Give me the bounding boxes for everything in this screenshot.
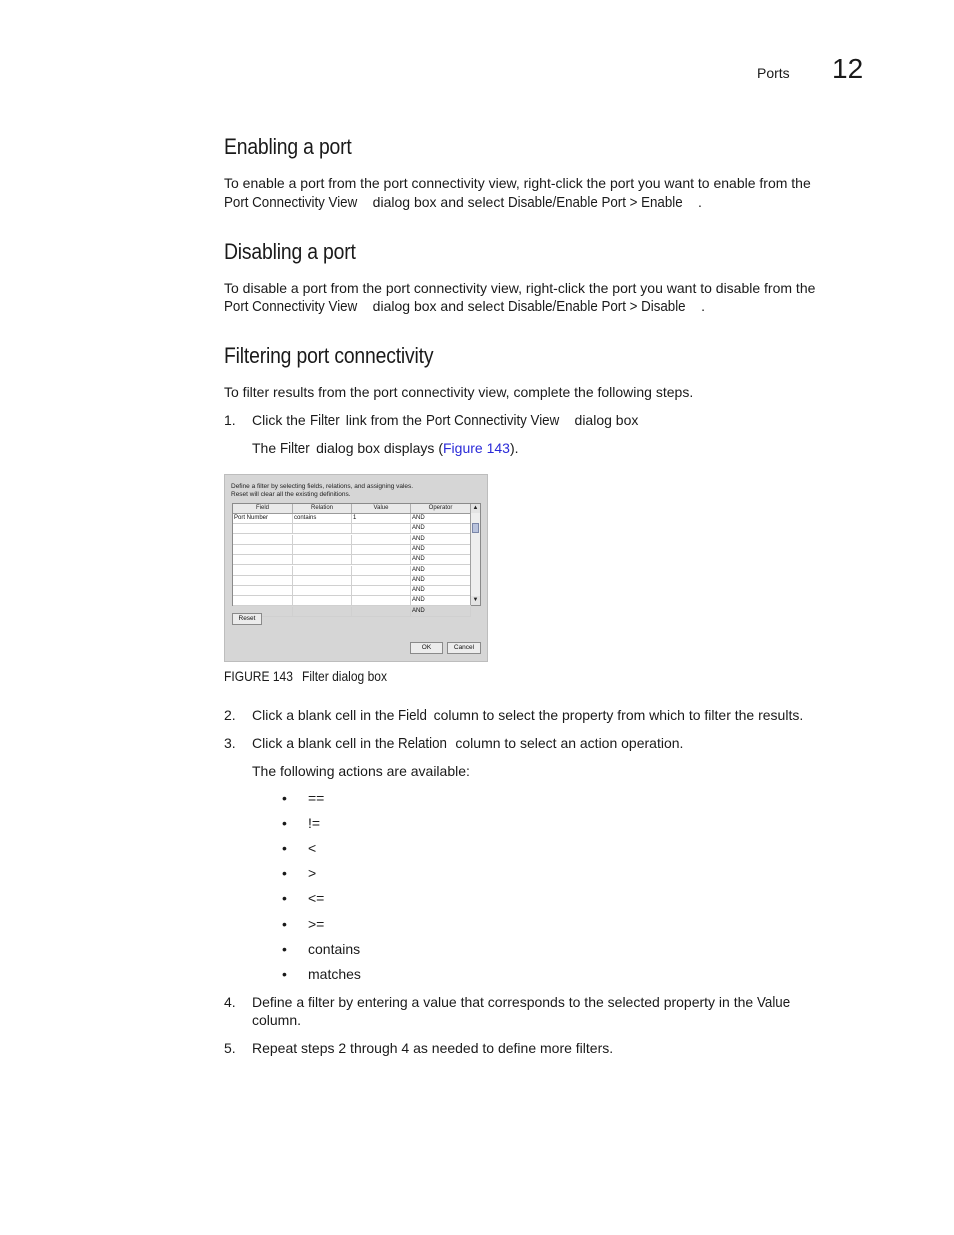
table-cell[interactable]: AND bbox=[411, 514, 471, 524]
scroll-up-arrow-icon[interactable]: ▲ bbox=[472, 505, 479, 511]
table-cell[interactable] bbox=[352, 535, 411, 545]
table-row[interactable] bbox=[233, 535, 471, 545]
table-cell[interactable] bbox=[233, 545, 293, 555]
table-cell[interactable]: 1 bbox=[352, 514, 411, 524]
enable-paragraph-line1: To enable a port from the port connectivity view, right-click the port you want to enable from the bbox=[224, 175, 811, 191]
table-cell[interactable] bbox=[293, 555, 352, 565]
dialog-name: Filter bbox=[280, 441, 310, 457]
table-header bbox=[233, 504, 471, 514]
bullet-icon: • bbox=[282, 840, 287, 856]
actions-intro: The following actions are available: bbox=[252, 763, 470, 779]
table-cell[interactable]: AND bbox=[411, 545, 471, 555]
step-3-text bbox=[252, 734, 683, 754]
table-row[interactable] bbox=[233, 514, 471, 524]
menu-path: Disable/Enable Port > Enable bbox=[508, 195, 683, 211]
table-cell[interactable] bbox=[293, 607, 352, 617]
step-number: 4. bbox=[224, 994, 236, 1010]
table-row[interactable] bbox=[233, 596, 471, 606]
figure-reference-link[interactable]: Figure 143 bbox=[443, 440, 510, 456]
list-item: contains bbox=[308, 941, 361, 957]
bullet-icon: • bbox=[282, 815, 287, 831]
figure-label: FIGURE 143 bbox=[224, 668, 293, 684]
text: link from the bbox=[341, 412, 426, 428]
disable-paragraph-line2 bbox=[224, 297, 705, 317]
table-cell[interactable]: contains bbox=[293, 514, 352, 524]
step-2-text bbox=[252, 706, 803, 726]
bullet-icon: • bbox=[282, 966, 287, 982]
menu-path: Disable/Enable Port > Disable bbox=[508, 299, 686, 315]
heading-disabling-port: Disabling a port bbox=[224, 239, 356, 264]
text: column to select the property from which to filter the results. bbox=[429, 707, 804, 723]
running-header-section: Ports bbox=[757, 65, 790, 81]
table-cell[interactable]: AND bbox=[411, 566, 471, 576]
table-row[interactable] bbox=[233, 586, 471, 596]
text: column to select an action operation. bbox=[451, 735, 684, 751]
cancel-button[interactable]: Cancel bbox=[447, 642, 481, 654]
heading-enabling-port: Enabling a port bbox=[224, 134, 352, 159]
enable-paragraph-line2 bbox=[224, 193, 702, 213]
table-row[interactable] bbox=[233, 607, 471, 617]
filter-table bbox=[232, 503, 481, 614]
table-cell[interactable] bbox=[352, 576, 411, 586]
text: Click the bbox=[252, 412, 310, 428]
column-header-operator[interactable]: Operator bbox=[411, 504, 471, 513]
list-item: > bbox=[308, 865, 317, 881]
figure-title: Filter dialog box bbox=[302, 668, 388, 684]
table-cell[interactable]: AND bbox=[411, 524, 471, 534]
list-item: != bbox=[308, 815, 321, 831]
list-item: <= bbox=[308, 890, 325, 906]
figure-caption bbox=[224, 668, 401, 684]
table-cell[interactable] bbox=[352, 524, 411, 534]
table-cell[interactable]: AND bbox=[411, 576, 471, 586]
column-name: Relation bbox=[398, 736, 448, 752]
table-row[interactable] bbox=[233, 576, 471, 586]
text: dialog box displays ( bbox=[312, 440, 443, 456]
table-cell[interactable] bbox=[352, 566, 411, 576]
table-row[interactable] bbox=[233, 555, 471, 565]
scrollbar-thumb[interactable] bbox=[472, 523, 479, 533]
bullet-icon: • bbox=[282, 790, 287, 806]
table-cell[interactable] bbox=[233, 555, 293, 565]
step-4-text-line2: column. bbox=[252, 1012, 302, 1028]
table-cell[interactable] bbox=[233, 596, 293, 606]
dialog-instructions-line2: Reset will clear all the existing definitions. bbox=[231, 491, 351, 498]
table-cell[interactable] bbox=[293, 535, 352, 545]
table-cell[interactable] bbox=[233, 524, 293, 534]
step-number: 1. bbox=[224, 412, 236, 428]
bullet-icon: • bbox=[282, 890, 287, 906]
column-header-relation[interactable]: Relation bbox=[293, 504, 352, 513]
table-scrollbar[interactable] bbox=[470, 504, 480, 605]
bullet-icon: • bbox=[282, 916, 287, 932]
column-name: Field bbox=[398, 708, 428, 724]
table-cell[interactable] bbox=[352, 607, 411, 617]
table-cell[interactable]: AND bbox=[411, 535, 471, 545]
filter-link-name: Filter bbox=[309, 413, 340, 429]
text: . bbox=[701, 298, 706, 314]
step-number: 2. bbox=[224, 707, 236, 723]
bullet-icon: • bbox=[282, 941, 287, 957]
table-cell[interactable] bbox=[233, 566, 293, 576]
table-cell[interactable]: Port Number bbox=[233, 514, 293, 524]
step-5-text: Repeat steps 2 through 4 as needed to define more filters. bbox=[252, 1040, 614, 1056]
step-1-note bbox=[252, 439, 519, 459]
table-cell[interactable]: AND bbox=[411, 596, 471, 606]
table-cell[interactable] bbox=[293, 596, 352, 606]
text: ). bbox=[509, 440, 519, 456]
column-header-value[interactable]: Value bbox=[352, 504, 411, 513]
table-cell[interactable] bbox=[352, 596, 411, 606]
table-cell[interactable] bbox=[352, 545, 411, 555]
text: Define a filter by entering a value that corresponds to the selected property in the bbox=[252, 994, 758, 1010]
dialog-instructions-line1: Define a filter by selecting fields, relations, and assigning vales. bbox=[231, 483, 414, 490]
text: dialog box and select bbox=[368, 194, 509, 210]
heading-filtering-port-connectivity: Filtering port connectivity bbox=[224, 343, 434, 368]
table-row[interactable] bbox=[233, 524, 471, 534]
table-cell[interactable] bbox=[293, 524, 352, 534]
scroll-down-arrow-icon[interactable]: ▼ bbox=[472, 597, 479, 603]
column-name: Value bbox=[757, 995, 791, 1011]
column-header-field[interactable]: Field bbox=[233, 504, 293, 513]
table-cell[interactable]: AND bbox=[411, 555, 471, 565]
text: The bbox=[252, 440, 281, 456]
filtering-intro: To filter results from the port connectivity view, complete the following steps. bbox=[224, 384, 694, 400]
table-cell[interactable] bbox=[352, 586, 411, 596]
ok-button[interactable]: OK bbox=[410, 642, 443, 654]
dialog-name: Port Connectivity View bbox=[224, 299, 358, 315]
step-4-text-line1 bbox=[252, 993, 793, 1013]
dialog-name: Port Connectivity View bbox=[425, 413, 560, 429]
text: . bbox=[697, 194, 702, 210]
table-cell[interactable] bbox=[233, 586, 293, 596]
table-cell[interactable] bbox=[293, 576, 352, 586]
table-cell[interactable] bbox=[233, 576, 293, 586]
dialog-name: Port Connectivity View bbox=[224, 195, 358, 211]
text: dialog box bbox=[570, 412, 639, 428]
list-item: >= bbox=[308, 916, 325, 932]
table-cell[interactable] bbox=[293, 566, 352, 576]
list-item: < bbox=[308, 840, 317, 856]
bullet-icon: • bbox=[282, 865, 287, 881]
table-cell[interactable]: AND bbox=[411, 607, 471, 617]
text: Click a blank cell in the bbox=[252, 707, 399, 723]
table-cell[interactable] bbox=[352, 555, 411, 565]
text: dialog box and select bbox=[368, 298, 509, 314]
table-cell[interactable] bbox=[293, 586, 352, 596]
table-row[interactable] bbox=[233, 566, 471, 576]
table-row[interactable] bbox=[233, 545, 471, 555]
table-cell[interactable] bbox=[293, 545, 352, 555]
text: Click a blank cell in the bbox=[252, 735, 399, 751]
table-cell[interactable]: AND bbox=[411, 586, 471, 596]
chapter-number: 12 bbox=[832, 53, 864, 84]
list-item: matches bbox=[308, 966, 361, 982]
step-number: 5. bbox=[224, 1040, 236, 1056]
list-item: == bbox=[308, 790, 325, 806]
step-1-text bbox=[252, 411, 638, 431]
table-cell[interactable] bbox=[233, 535, 293, 545]
disable-paragraph-line1: To disable a port from the port connectivity view, right-click the port you want to disable from the bbox=[224, 280, 816, 296]
reset-button[interactable]: Reset bbox=[232, 613, 262, 625]
step-number: 3. bbox=[224, 735, 236, 751]
